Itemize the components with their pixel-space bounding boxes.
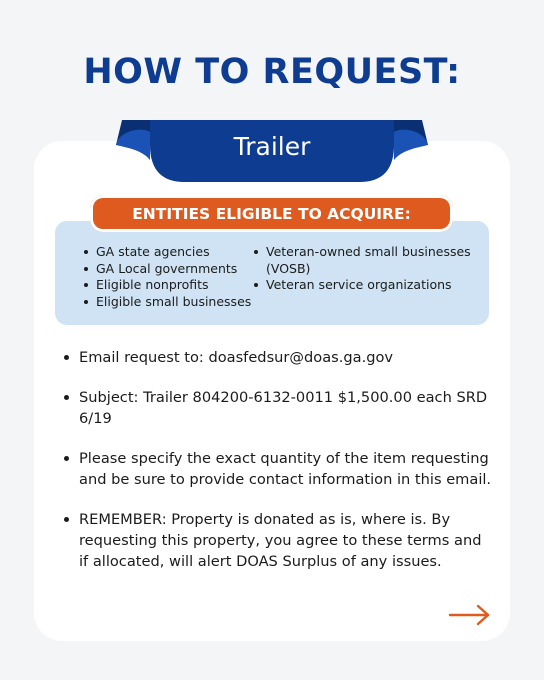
item-name-label: Trailer [233,132,311,161]
list-item: Veteran-owned small businesses (VOSB) [252,244,472,277]
eligible-list-left [82,244,252,310]
list-item: GA Local governments [82,261,252,278]
list-item: Eligible small businesses [82,294,252,311]
instruction-email: Email request to: doasfedsur@doas.ga.gov [62,347,492,368]
list-item: Eligible nonprofits [82,277,252,294]
page-title: HOW TO REQUEST: [83,52,461,92]
request-instructions [62,347,492,591]
instruction-reminder: REMEMBER: Property is donated as is, where is. By requesting this property, you agree to these terms and if allocated, will alert DOAS Surplus of any issues. [62,509,492,572]
eligible-entities-banner: ENTITIES ELIGIBLE TO ACQUIRE: [90,195,453,232]
instruction-subject: Subject: Trailer 804200-6132-0011 $1,500.00 each SRD 6/19 [62,387,492,429]
eligible-list-right [252,244,472,294]
title-ribbon [0,0,544,200]
list-item: Veteran service organizations [252,277,472,294]
instruction-quantity: Please specify the exact quantity of the item requesting and be sure to provide contact information in this email. [62,448,492,490]
list-item: GA state agencies [82,244,252,261]
right-arrow-icon[interactable] [448,603,492,627]
